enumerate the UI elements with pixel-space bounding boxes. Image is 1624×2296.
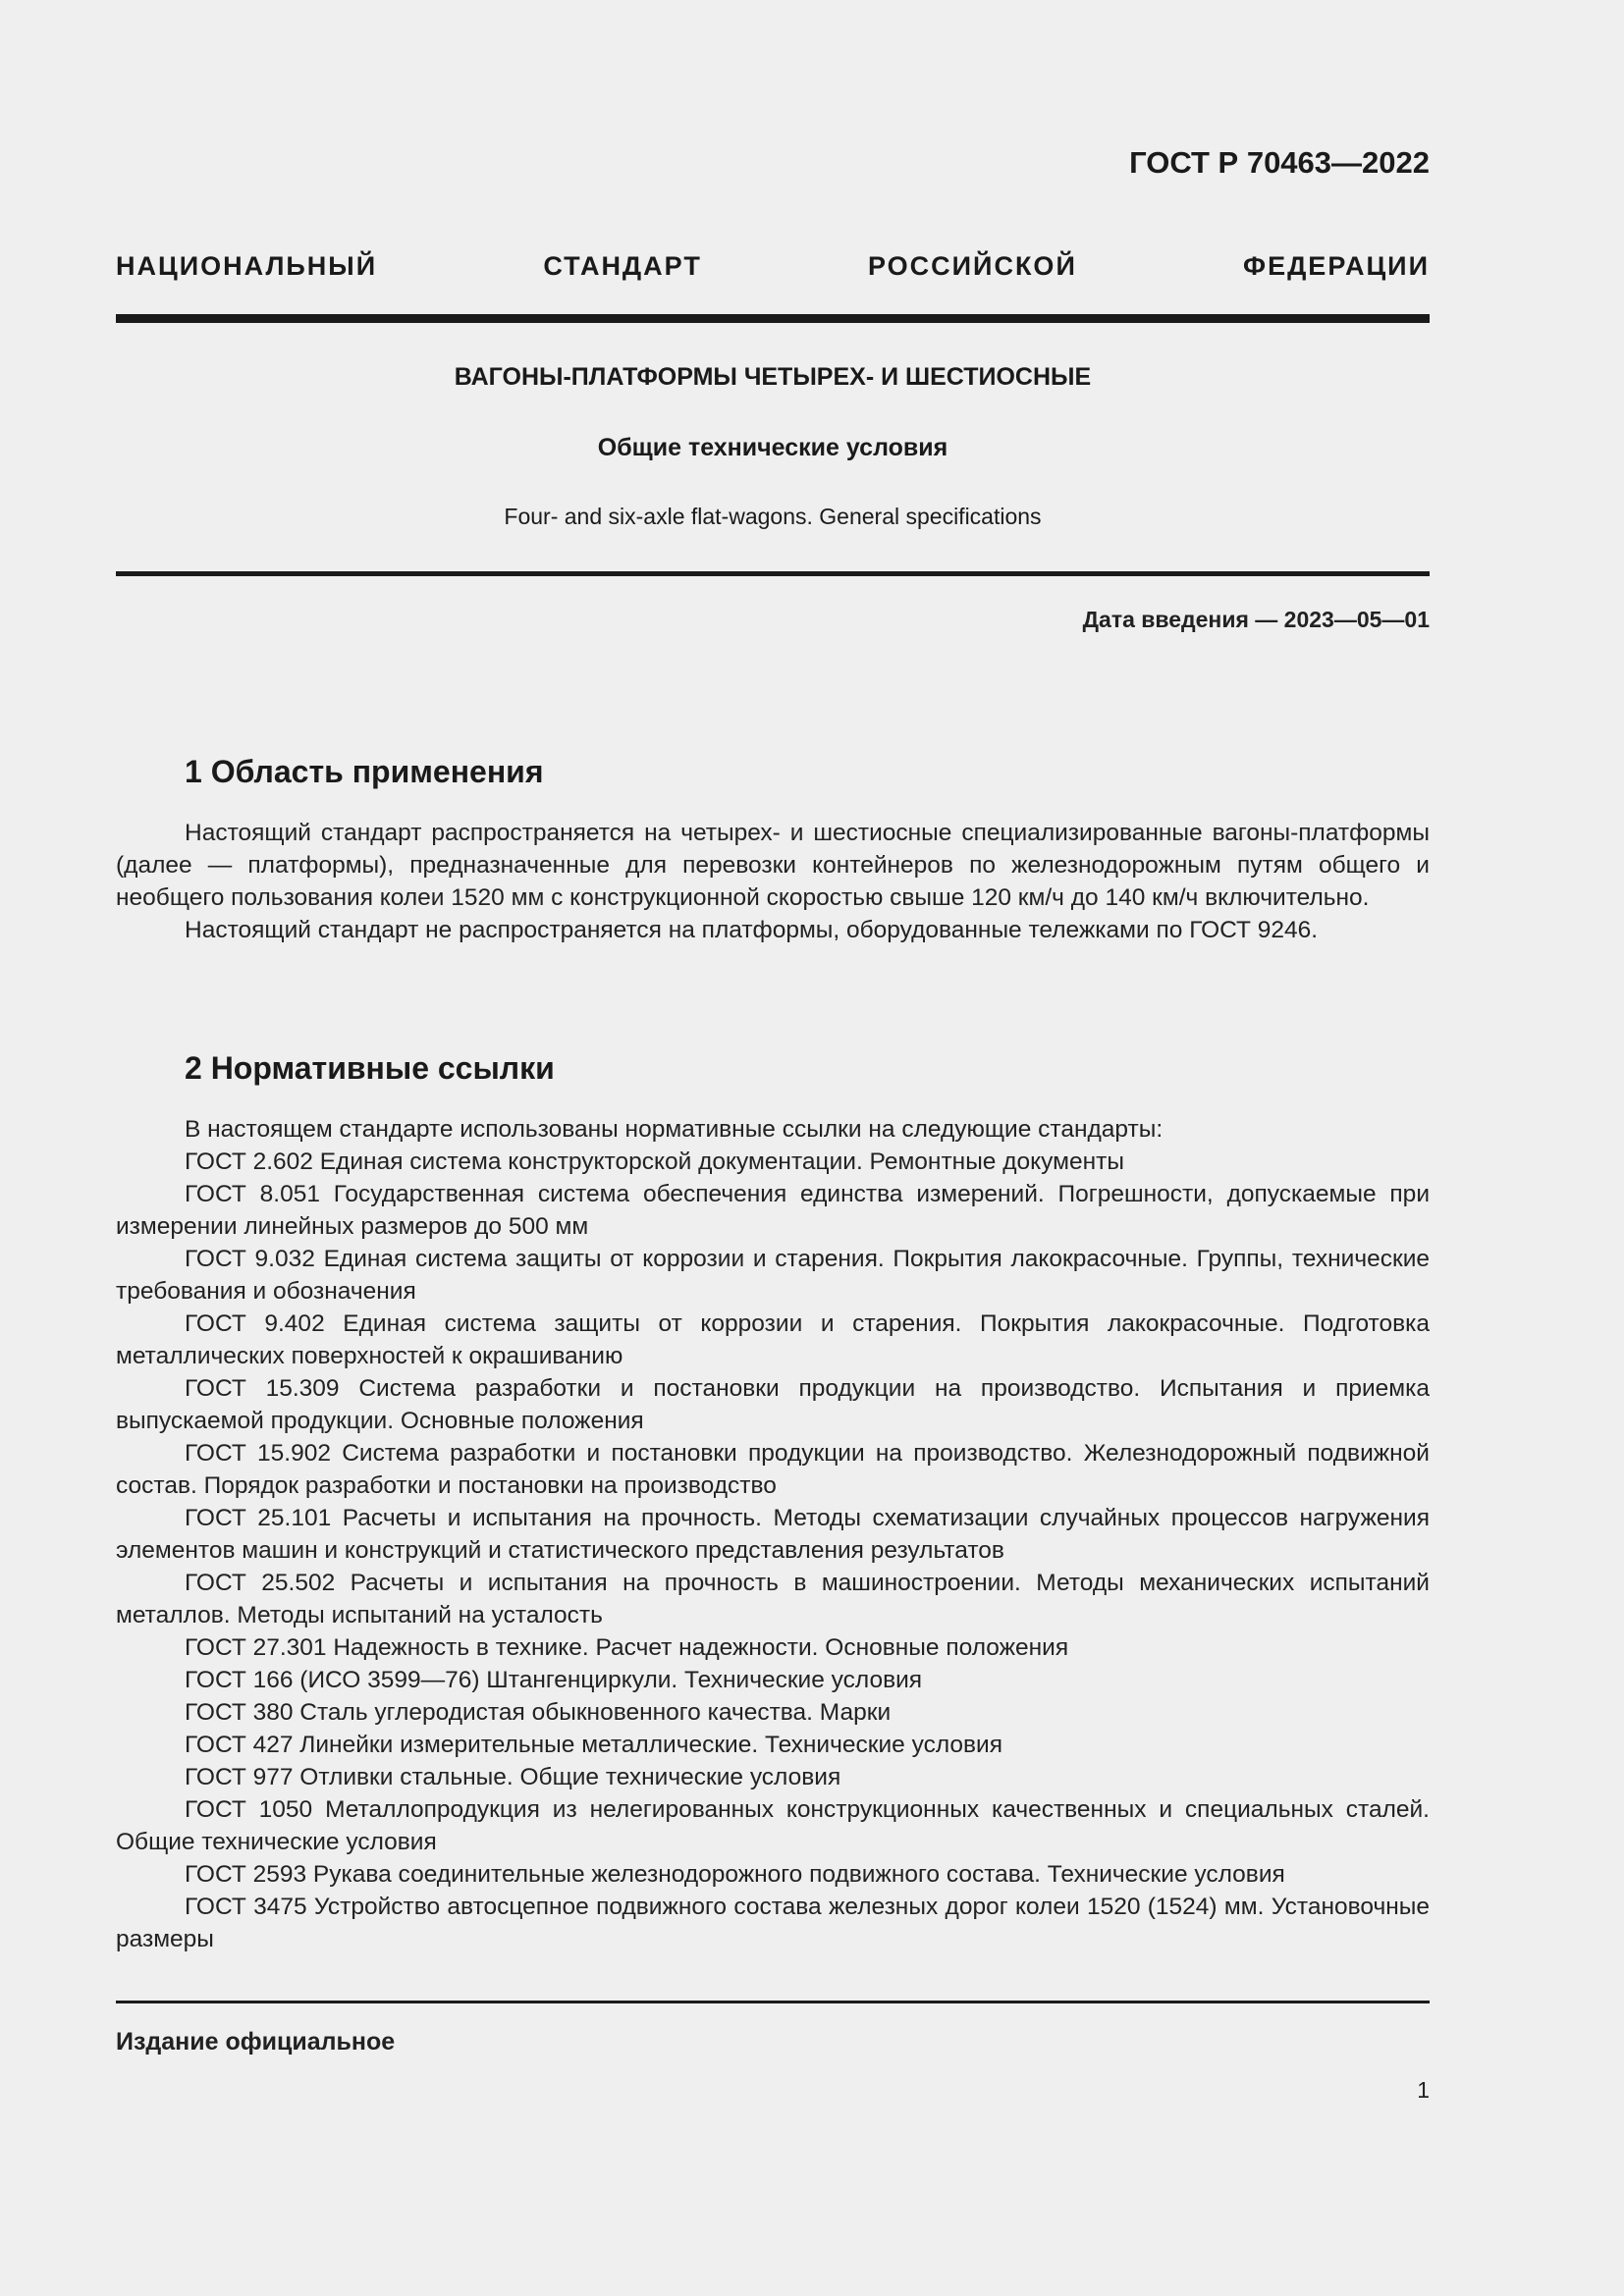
reference-item: ГОСТ 2.602 Единая система конструкторской документации. Ремонтные документы — [185, 1148, 1124, 1175]
document-title: ВАГОНЫ-ПЛАТФОРМЫ ЧЕТЫРЕХ- И ШЕСТИОСНЫЕ — [454, 363, 1092, 391]
paragraph: Настоящий стандарт не распространяется на платформы, оборудованные тележками по ГОСТ 9246. — [185, 917, 1319, 943]
paragraph: Настоящий стандарт распространяется на четырех- и шестиосные специализированные вагоны-платформы (далее — платформы), предназначенные для перевозки контейнеров по железнодорожным путям общего и необщего пользования колеи 1520 мм с конструкционной скоростью свыше 120 км/ч до 140 км/ч включительно. — [116, 820, 1430, 911]
reference-item: ГОСТ 8.051 Государственная система обеспечения единства измерений. Погрешности, допускаемые при измерении линейных размеров до 500 мм — [116, 1181, 1430, 1240]
header-rule — [116, 314, 1430, 323]
section-2-body — [116, 1113, 1430, 1955]
english-title: Four- and six-axle flat-wagons. General specifications — [504, 504, 1042, 529]
section-1-body — [116, 817, 1430, 946]
section-2-heading: 2 Нормативные ссылки — [185, 1050, 555, 1086]
gost-code: ГОСТ Р 70463—2022 — [1129, 145, 1430, 180]
reference-item: ГОСТ 25.101 Расчеты и испытания на прочность. Методы схематизации случайных процессов нагружения элементов машин и конструкций и статистического представления результатов — [116, 1505, 1430, 1564]
reference-item: ГОСТ 9.402 Единая система защиты от коррозии и старения. Покрытия лакокрасочные. Подготовка металлических поверхностей к окрашиванию — [116, 1310, 1430, 1369]
reference-item: ГОСТ 166 (ИСО 3599—76) Штангенциркули. Технические условия — [185, 1667, 923, 1693]
reference-item: ГОСТ 2593 Рукава соединительные железнодорожного подвижного состава. Технические условия — [185, 1861, 1285, 1888]
edition-label: Издание официальное — [116, 2028, 396, 2056]
title-rule — [116, 571, 1430, 576]
page-number: 1 — [1417, 2077, 1430, 2103]
reference-item: ГОСТ 15.902 Система разработки и постановки продукции на производство. Железнодорожный подвижной состав. Порядок разработки и постановки на производство — [116, 1440, 1430, 1499]
reference-item: ГОСТ 15.309 Система разработки и постановки продукции на производство. Испытания и приемка выпускаемой продукции. Основные положения — [116, 1375, 1430, 1434]
reference-item: ГОСТ 25.502 Расчеты и испытания на прочность в машиностроении. Методы механических испытаний металлов. Методы испытаний на усталость — [116, 1570, 1430, 1629]
reference-item: ГОСТ 1050 Металлопродукция из нелегированных конструкционных качественных и специальных сталей. Общие технические условия — [116, 1796, 1430, 1855]
reference-item: ГОСТ 3475 Устройство автосцепное подвижного состава железных дорог колеи 1520 (1524) мм. Установочные размеры — [116, 1894, 1430, 1952]
reference-item: ГОСТ 427 Линейки измерительные металлические. Технические условия — [185, 1732, 1002, 1758]
reference-item: ГОСТ 9.032 Единая система защиты от коррозии и старения. Покрытия лакокрасочные. Группы, технические требования и обозначения — [116, 1246, 1430, 1305]
intro-date: Дата введения — 2023—05—01 — [1082, 607, 1430, 632]
national-standard-header: НАЦИОНАЛЬНЫЙ СТАНДАРТ РОССИЙСКОЙ ФЕДЕРАЦИИ — [116, 251, 1430, 281]
footer-rule — [116, 2001, 1430, 2003]
reference-item: ГОСТ 380 Сталь углеродистая обыкновенного качества. Марки — [185, 1699, 892, 1726]
document-subtitle: Общие технические условия — [597, 434, 948, 461]
reference-item: ГОСТ 977 Отливки стальные. Общие технические условия — [185, 1764, 841, 1790]
paragraph: В настоящем стандарте использованы нормативные ссылки на следующие стандарты: — [185, 1116, 1164, 1143]
reference-item: ГОСТ 27.301 Надежность в технике. Расчет надежности. Основные положения — [185, 1634, 1069, 1661]
section-1-heading: 1 Область применения — [185, 754, 544, 789]
